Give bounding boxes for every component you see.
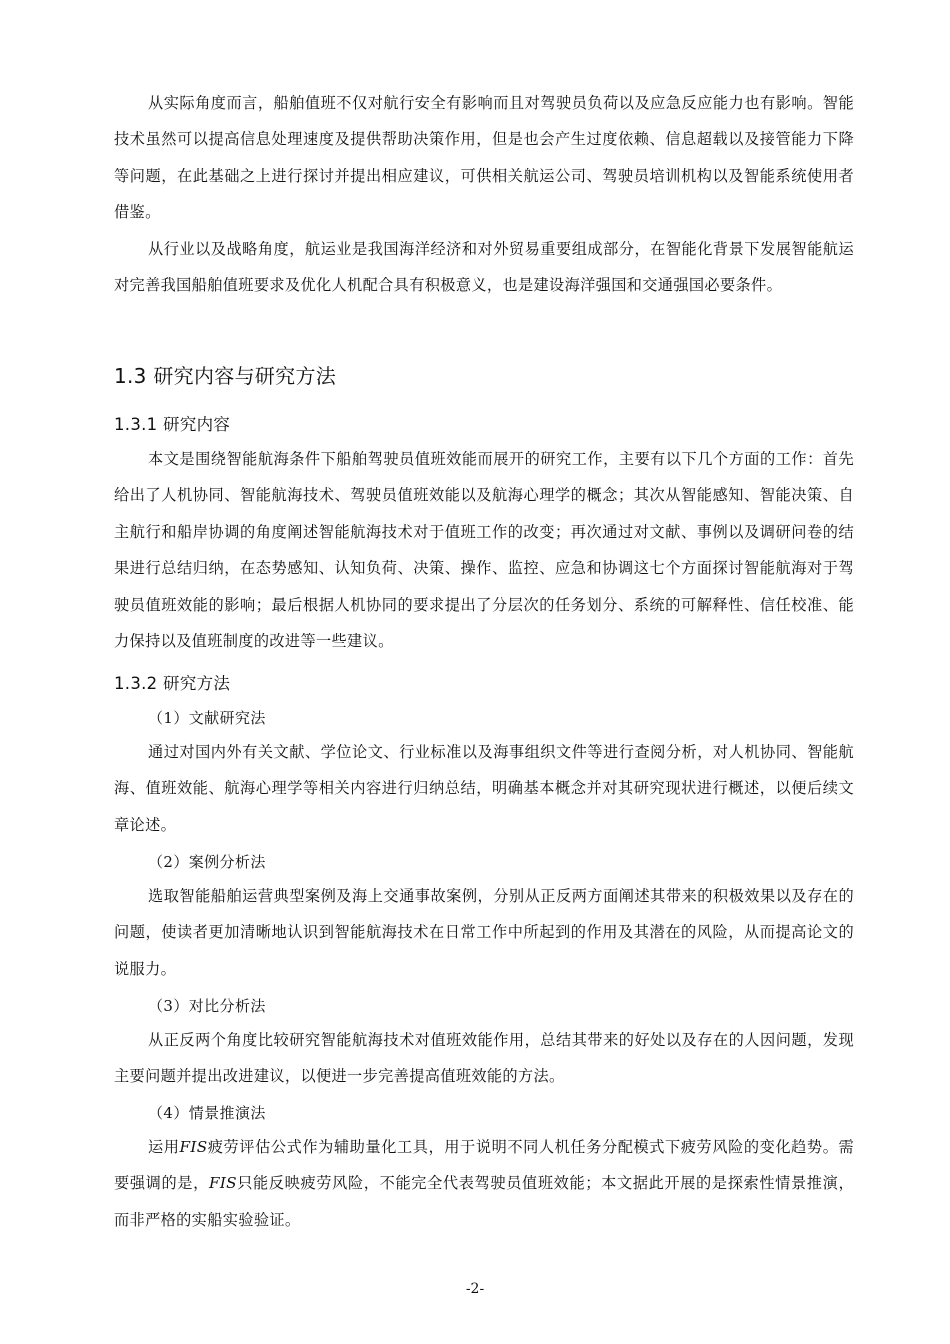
- fis-term: FIS: [179, 1138, 208, 1156]
- method-title-literature: （1）文献研究法: [148, 709, 266, 727]
- scenario-text-mid: 疲劳评估公式作为辅助量化工具，用于说明不同人机任务分配模式下疲劳风险的变化趋势。需要强调的是，: [114, 1138, 854, 1193]
- method-literature-block: [114, 734, 854, 843]
- section-heading-1-3: 1.3 研究内容与研究方法: [114, 364, 337, 388]
- method-comparison-block: [114, 1022, 854, 1095]
- subsection-heading-1-3-2: 1.3.2 研究方法: [114, 674, 231, 693]
- method-title-scenario: （4）情景推演法: [148, 1104, 266, 1122]
- intro-block: [114, 85, 854, 303]
- method-scenario-block: [114, 1129, 854, 1238]
- paragraph-strategic-significance: 从行业以及战略角度，航运业是我国海洋经济和对外贸易重要组成部分，在智能化背景下发展智能航运对完善我国船舶值班要求及优化人机配合具有积极意义，也是建设海洋强国和交通强国必要条件。: [114, 239, 854, 295]
- method-title-comparison: （3）对比分析法: [148, 997, 266, 1015]
- paragraph-research-content: 本文是围绕智能航海条件下船舶驾驶员值班效能而展开的研究工作，主要有以下几个方面的工作：首先给出了人机协同、智能航海技术、驾驶员值班效能以及航海心理学的概念；其次从智能感知、智能决策、自主航行和船岸协调的角度阐述智能航海技术对于值班工作的改变；再次通过对文献、事例以及调研问卷的结果进行总结归纳，在态势感知、认知负荷、决策、操作、监控、应急和协调这七个方面探讨智能航海对于驾驶员值班效能的影响；最后根据人机协同的要求提出了分层次的任务划分、系统的可解释性、信任校准、能力保持以及值班制度的改进等一些建议。: [114, 450, 854, 651]
- paragraph-case-method: 选取智能船舶运营典型案例及海上交通事故案例，分别从正反两方面阐述其带来的积极效果以及存在的问题，使读者更加清晰地认识到智能航海技术在日常工作中所起到的作用及其潜在的风险，从而提高论文的说服力。: [114, 887, 854, 978]
- method-title-case-analysis: （2）案例分析法: [148, 853, 266, 871]
- scenario-text-pre: 运用: [148, 1138, 180, 1156]
- scenario-text-post: 只能反映疲劳风险，不能完全代表驾驶员值班效能；本文据此开展的是探索性情景推演，而非严格的实船实验验证。: [114, 1174, 854, 1229]
- page-number: -2-: [465, 1281, 485, 1297]
- paragraph-comparison-method: 从正反两个角度比较研究智能航海技术对值班效能作用，总结其带来的好处以及存在的人因问题，发现主要问题并提出改进建议，以便进一步完善提高值班效能的方法。: [114, 1031, 854, 1086]
- research-content-block: [114, 441, 854, 659]
- fis-term-second: FIS: [208, 1174, 237, 1193]
- method-case-block: [114, 878, 854, 987]
- paragraph-scenario-method: [114, 1129, 854, 1238]
- paragraph-literature-method: 通过对国内外有关文献、学位论文、行业标准以及海事组织文件等进行查阅分析，对人机协同、智能航海、值班效能、航海心理学等相关内容进行归纳总结，明确基本概念并对其研究现状进行概述，以便后续文章论述。: [114, 743, 854, 834]
- subsection-heading-1-3-1: 1.3.1 研究内容: [114, 415, 231, 434]
- paragraph-practical-significance: 从实际角度而言，船舶值班不仅对航行安全有影响而且对驾驶员负荷以及应急反应能力也有影响。智能技术虽然可以提高信息处理速度及提供帮助决策作用，但是也会产生过度依赖、信息超载以及接管能力下降等问题，在此基础之上进行探讨并提出相应建议，可供相关航运公司、驾驶员培训机构以及智能系统使用者借鉴。: [114, 94, 854, 222]
